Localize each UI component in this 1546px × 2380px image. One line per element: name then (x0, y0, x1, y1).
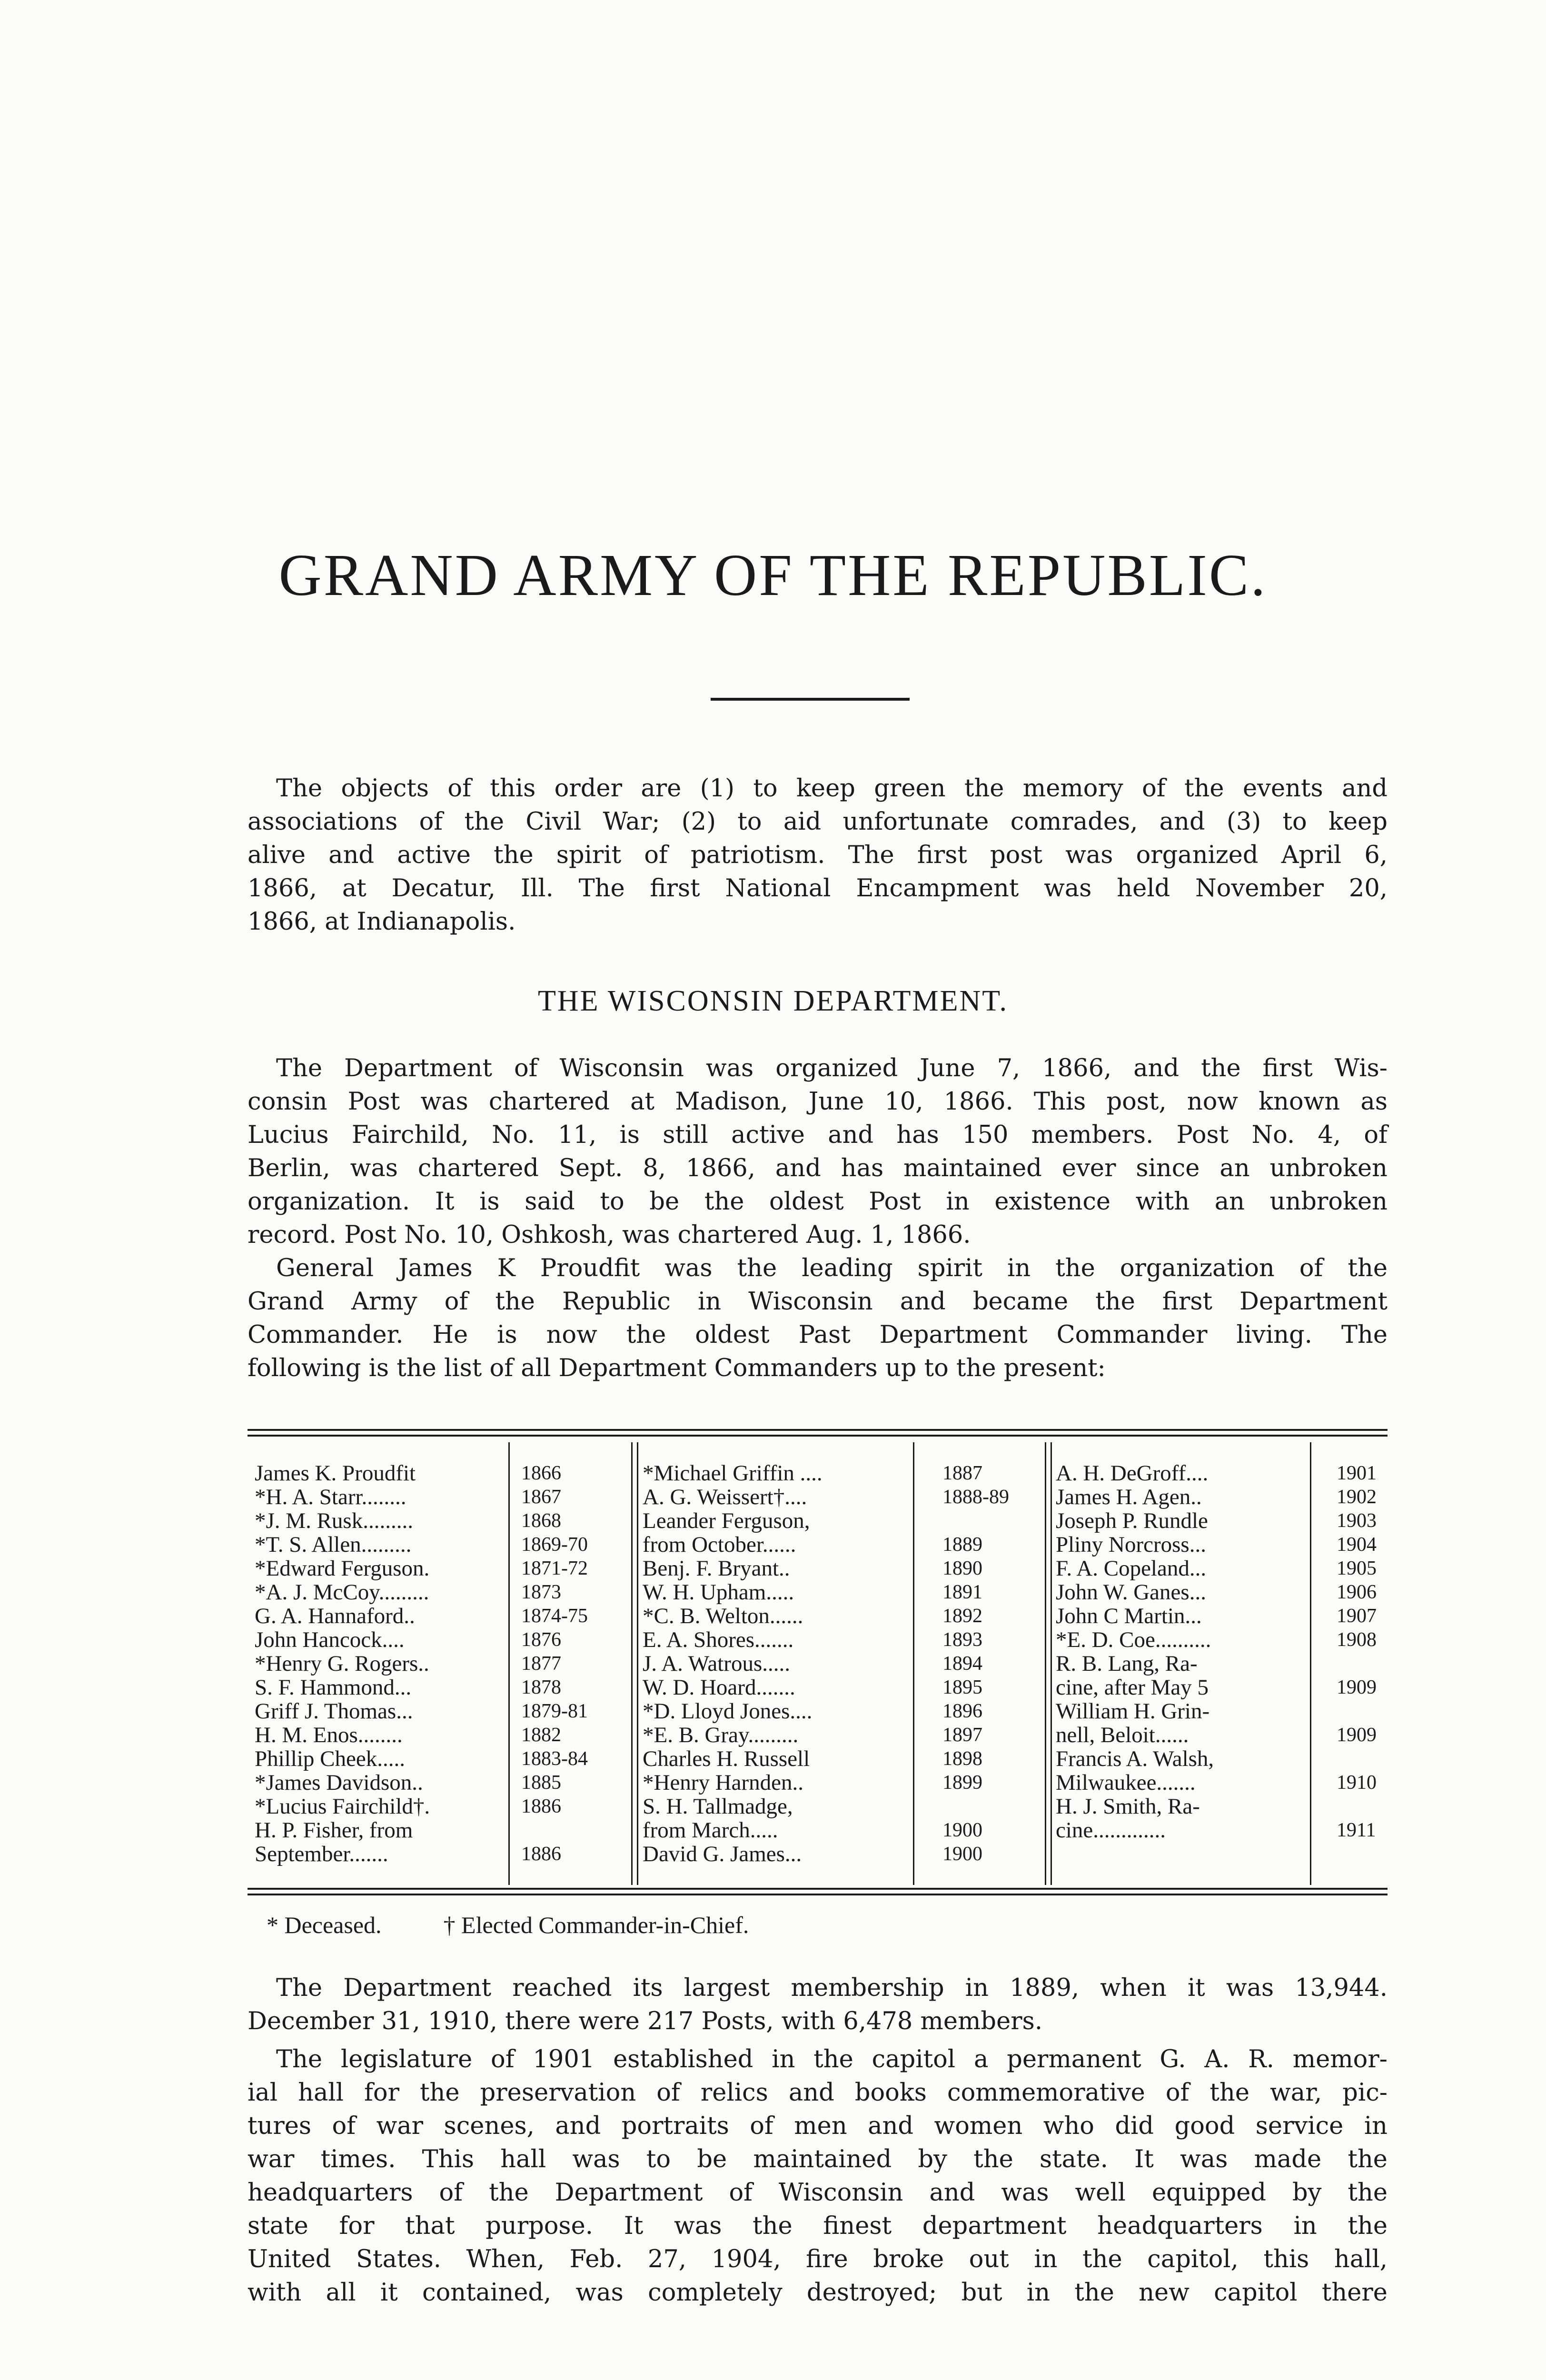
commander-year: 1901 (1337, 1462, 1377, 1484)
commander-year: 1882 (521, 1724, 561, 1746)
commander-row (1056, 1747, 1389, 1771)
footnotes (267, 1911, 811, 1939)
proudfit-paragraph (248, 1252, 1387, 1385)
commander-year: 1869-70 (521, 1534, 588, 1556)
commander-name: S. F. Hammond... (255, 1675, 412, 1700)
commander-row (1056, 1628, 1389, 1652)
text-line: Commander. He is now the oldest Past Department Commander living. The (248, 1321, 1387, 1349)
commander-row (643, 1485, 1052, 1509)
commander-year: 1895 (942, 1676, 982, 1698)
title-rule (711, 698, 910, 701)
commander-year: 1885 (521, 1772, 561, 1794)
commander-row (1056, 1723, 1389, 1747)
commander-row (643, 1533, 1052, 1557)
commander-name: John Hancock.... (255, 1627, 405, 1652)
text-line: December 31, 1910, there were 217 Posts, with 6,478 members. (248, 2007, 1043, 2035)
commander-row (643, 1652, 1052, 1676)
text-line: Berlin, was chartered Sept. 8, 1866, and has maintained ever since an unbroken (248, 1154, 1387, 1182)
commander-year: 1894 (942, 1653, 982, 1675)
commander-row (643, 1818, 1052, 1842)
commander-year: 1866 (521, 1462, 561, 1484)
text-line: ial hall for the preservation of relics and books commemorative of the war, pic- (248, 2079, 1387, 2107)
commander-year: 1888-89 (942, 1486, 1009, 1508)
table-top-rule (248, 1429, 1387, 1431)
commander-name: *C. B. Welton...... (643, 1604, 803, 1628)
department-paragraph (248, 1052, 1387, 1252)
commander-name: cine............. (1056, 1818, 1166, 1843)
commander-row (643, 1676, 1052, 1699)
membership-paragraph (248, 1972, 1387, 2038)
commander-row (643, 1699, 1052, 1723)
commander-year: 1907 (1337, 1605, 1377, 1627)
text-line: with all it contained, was completely destroyed; but in the new capitol there (248, 2279, 1387, 2307)
commander-name: *A. J. McCoy......... (255, 1580, 429, 1605)
commander-year: 1909 (1337, 1676, 1377, 1698)
commanders-column-3 (1056, 1461, 1389, 1866)
commander-name: Pliny Norcross... (1056, 1532, 1206, 1557)
commander-row (643, 1771, 1052, 1795)
text-line: The Department of Wisconsin was organized June 7, 1866, and the first Wis- (276, 1054, 1387, 1082)
commander-year: 1892 (942, 1605, 982, 1627)
commander-name: John W. Ganes... (1056, 1580, 1206, 1605)
commander-row (643, 1842, 1052, 1866)
table-top-rule (248, 1435, 1387, 1437)
commander-name: from March..... (643, 1818, 778, 1843)
commander-year: 1878 (521, 1676, 561, 1698)
commander-name: cine, after May 5 (1056, 1675, 1209, 1700)
commander-name: Phillip Cheek..... (255, 1746, 405, 1771)
commander-year: 1879-81 (521, 1700, 588, 1722)
commander-name: A. G. Weissert†.... (643, 1485, 807, 1509)
text-line: state for that purpose. It was the finest department headquarters in the (248, 2212, 1387, 2240)
text-line: alive and active the spirit of patriotism. The first post was organized April 6, (248, 841, 1387, 869)
commander-row (1056, 1509, 1389, 1533)
commander-row (1056, 1604, 1389, 1628)
commander-name: *Henry G. Rogers.. (255, 1651, 429, 1676)
commander-year: 1874-75 (521, 1605, 588, 1627)
commander-name: W. D. Hoard....... (643, 1675, 795, 1700)
commander-year: 1897 (942, 1724, 982, 1746)
commander-year: 1891 (942, 1581, 982, 1603)
commander-year: 1886 (521, 1795, 561, 1817)
commander-year: 1890 (942, 1557, 982, 1579)
text-line: tures of war scenes, and portraits of men and women who did good service in (248, 2112, 1387, 2140)
commander-name: *Michael Griffin .... (643, 1461, 823, 1486)
intro-paragraph (248, 772, 1387, 939)
commander-name: G. A. Hannaford.. (255, 1604, 415, 1628)
commander-row (1056, 1580, 1389, 1604)
commander-name: *T. S. Allen......... (255, 1532, 412, 1557)
commander-name: J. A. Watrous..... (643, 1651, 790, 1676)
commander-year: 1886 (521, 1843, 561, 1865)
commander-row (643, 1461, 1052, 1485)
commander-name: *Henry Harnden.. (643, 1770, 804, 1795)
commander-name: nell, Beloit...... (1056, 1723, 1189, 1747)
commander-row (1056, 1461, 1389, 1485)
text-line: 1866, at Decatur, Ill. The first National Encampment was held November 20, (248, 874, 1387, 902)
commander-year: 1896 (942, 1700, 982, 1722)
commander-row (1056, 1842, 1389, 1866)
commander-year: 1899 (942, 1772, 982, 1794)
commander-name: H. J. Smith, Ra- (1056, 1794, 1200, 1819)
commander-year: 1909 (1337, 1724, 1377, 1746)
text-line: United States. When, Feb. 27, 1904, fire broke out in the capitol, this hall, (248, 2245, 1387, 2273)
commander-year: 1908 (1337, 1629, 1377, 1651)
commander-name: W. H. Upham..... (643, 1580, 794, 1605)
commander-name: Leander Ferguson, (643, 1508, 810, 1533)
commander-year: 1905 (1337, 1557, 1377, 1579)
text-line: Grand Army of the Republic in Wisconsin and became the first Department (248, 1288, 1387, 1316)
commander-row (1056, 1676, 1389, 1699)
commander-year: 1868 (521, 1510, 561, 1532)
commander-row (643, 1628, 1052, 1652)
commander-row (643, 1557, 1052, 1580)
commander-name: Milwaukee....... (1056, 1770, 1196, 1795)
table-bottom-rule (248, 1894, 1387, 1895)
commander-name: E. A. Shores....... (643, 1627, 794, 1652)
commander-name: Francis A. Walsh, (1056, 1746, 1214, 1771)
page-title: GRAND ARMY OF THE REPUBLIC. (278, 543, 1268, 608)
commander-name: *J. M. Rusk......... (255, 1508, 413, 1533)
commander-year: 1900 (942, 1843, 982, 1865)
commander-name: F. A. Copeland... (1056, 1556, 1207, 1581)
commander-row (643, 1795, 1052, 1818)
commander-row (643, 1747, 1052, 1771)
commander-year: 1889 (942, 1534, 982, 1556)
commander-year: 1877 (521, 1653, 561, 1675)
commander-name: Griff J. Thomas... (255, 1699, 413, 1724)
text-line: 1866, at Indianapolis. (248, 908, 516, 936)
commander-row (643, 1580, 1052, 1604)
legislature-paragraph (248, 2043, 1387, 2310)
commander-year: 1904 (1337, 1534, 1377, 1556)
commanders-column-2 (643, 1461, 1052, 1866)
commander-name: *E. D. Coe.......... (1056, 1627, 1211, 1652)
commander-name: *James Davidson.. (255, 1770, 423, 1795)
commander-row (1056, 1652, 1389, 1676)
commander-name: H. P. Fisher, from (255, 1818, 413, 1843)
commander-row (1056, 1533, 1389, 1557)
commander-name: John C Martin... (1056, 1604, 1202, 1628)
commander-row (1056, 1557, 1389, 1580)
text-line: The Department reached its largest membership in 1889, when it was 13,944. (276, 1974, 1387, 2002)
text-line: Lucius Fairchild, No. 11, is still active and has 150 members. Post No. 4, of (248, 1121, 1387, 1149)
commander-row (1056, 1771, 1389, 1795)
commander-row (1056, 1485, 1389, 1509)
table-bottom-rule (248, 1888, 1387, 1890)
commander-name: *D. Lloyd Jones.... (643, 1699, 813, 1724)
commander-name: Benj. F. Bryant.. (643, 1556, 790, 1581)
commander-name: David G. James... (643, 1842, 802, 1866)
commander-year: 1911 (1337, 1819, 1376, 1841)
commander-year: 1887 (942, 1462, 982, 1484)
commander-name: *Edward Ferguson. (255, 1556, 430, 1581)
text-line: record. Post No. 10, Oshkosh, was chartered Aug. 1, 1866. (248, 1221, 971, 1249)
commander-name: from October...... (643, 1532, 796, 1557)
text-line: following is the list of all Department Commanders up to the present: (248, 1354, 1106, 1382)
commander-year: 1903 (1337, 1510, 1377, 1532)
commander-row (1056, 1795, 1389, 1818)
commander-name: H. M. Enos........ (255, 1723, 403, 1747)
text-line: organization. It is said to be the oldest Post in existence with an unbroken (248, 1188, 1387, 1216)
commander-name: S. H. Tallmadge, (643, 1794, 793, 1819)
commander-year: 1898 (942, 1748, 982, 1770)
footnote-deceased: * Deceased. (267, 1912, 382, 1938)
commander-year: 1876 (521, 1629, 561, 1651)
commander-year: 1871-72 (521, 1557, 588, 1579)
commander-name: Charles H. Russell (643, 1746, 810, 1771)
commander-year: 1910 (1337, 1772, 1377, 1794)
commander-year: 1906 (1337, 1581, 1377, 1603)
commander-name: *E. B. Gray......... (643, 1723, 799, 1747)
commander-row (643, 1723, 1052, 1747)
commander-year: 1873 (521, 1581, 561, 1603)
commander-row (1056, 1818, 1389, 1842)
text-line: headquarters of the Department of Wisconsin and was well equipped by the (248, 2179, 1387, 2207)
text-line: The legislature of 1901 established in the capitol a permanent G. A. R. memor- (276, 2045, 1387, 2073)
footnote-elected: † Elected Commander-in-Chief. (443, 1912, 749, 1938)
commander-row (643, 1509, 1052, 1533)
commander-year: 1893 (942, 1629, 982, 1651)
commander-name: Joseph P. Rundle (1056, 1508, 1208, 1533)
section-title: THE WISCONSIN DEPARTMENT. (537, 985, 1009, 1017)
commander-name: James K. Proudfit (255, 1461, 416, 1486)
text-line: war times. This hall was to be maintained by the state. It was made the (248, 2145, 1387, 2173)
text-line: associations of the Civil War; (2) to aid unfortunate comrades, and (3) to keep (248, 808, 1387, 836)
commander-year: 1867 (521, 1486, 561, 1508)
commander-year: 1883-84 (521, 1748, 588, 1770)
commander-row (1056, 1699, 1389, 1723)
commander-name: R. B. Lang, Ra- (1056, 1651, 1198, 1676)
commander-name: *H. A. Starr........ (255, 1485, 406, 1509)
commander-name: September....... (255, 1842, 388, 1866)
commander-name: James H. Agen.. (1056, 1485, 1202, 1509)
text-line: General James K Proudfit was the leading spirit in the organization of the (276, 1254, 1387, 1282)
text-line: consin Post was chartered at Madison, June 10, 1866. This post, now known as (248, 1088, 1387, 1116)
commander-name: William H. Grin- (1056, 1699, 1210, 1724)
commander-year: 1902 (1337, 1486, 1377, 1508)
text-line: The objects of this order are (1) to keep green the memory of the events and (276, 774, 1387, 803)
commander-row (643, 1604, 1052, 1628)
commander-year: 1900 (942, 1819, 982, 1841)
commander-name: *Lucius Fairchild†. (255, 1794, 430, 1819)
commander-name: A. H. DeGroff.... (1056, 1461, 1209, 1486)
